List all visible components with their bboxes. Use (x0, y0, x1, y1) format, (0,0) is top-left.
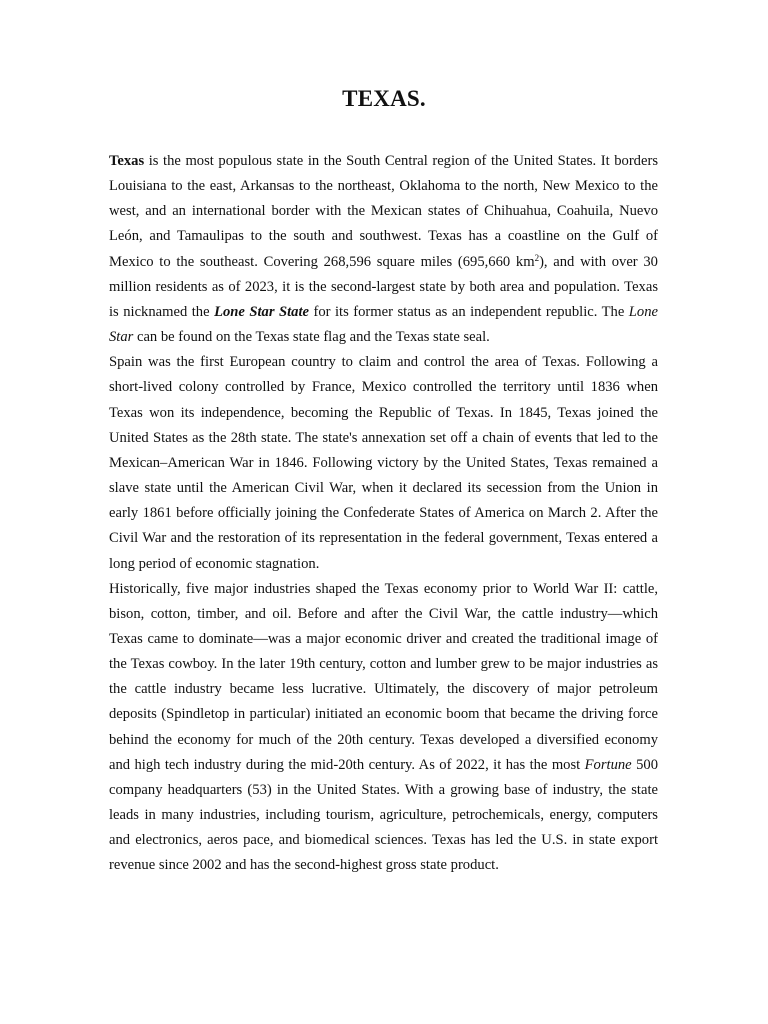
paragraph-history: Spain was the first European country to claim and control the area of Texas. Following a short-lived colony controlled by France, Mexico controlled the territory until 1836 when Texas won its independence, becoming the Republic of Texas. In 1845, Texas joined the United States as the 28th state. The state's annexation set off a chain of events that led to the Mexican–American War in 1846. Following victory by the United States, Texas remained a slave state until the American Civil War, when it declared its secession from the Union in early 1861 before officially joining the Confederate States of America on March 2. After the Civil War and the restoration of its representation in the federal government, Texas entered a long period of economic stagnation. (109, 354, 658, 572)
paragraph-intro (109, 149, 658, 350)
lone-star-emphasis: Lone Star (109, 303, 658, 346)
paragraph-text: Historically, five major industries shaped the Texas economy prior to World War II: cattle, bison, cotton, timber, and oil. Before and after the Civil War, the cattle industry—which Texas came to dominate—was a major economic driver and created the traditional image of the Texas cowboy. In the later 19th century, cotton and lumber grew to be major industries as the cattle industry became less lucrative. Ultimately, the discovery of major petroleum deposits (Spindletop in particular) initiated an economic boom that became the driving force behind the economy for much of the 20th century. Texas developed a diversified economy and high tech industry during the mid-20th century. As of 2022, it has the most (109, 580, 658, 773)
page-title: TEXAS. (342, 86, 426, 111)
nickname-emphasis: Lone Star State (214, 303, 309, 320)
paragraph-text: can be found on the Texas state flag and the Texas state seal. (133, 329, 490, 346)
document-body (109, 149, 658, 879)
superscript: 2 (534, 252, 540, 263)
paragraph-text: 500 company headquarters (53) in the United States. With a growing base of industry, the state leads in many industries, including tourism, agriculture, petrochemicals, energy, computers and electronics, aeros pace, and biomedical sciences. Texas has led the U.S. in state export revenue since 2002 and has the second-highest gross state product. (109, 756, 658, 874)
fortune-emphasis: Fortune (584, 756, 632, 773)
lead-term: Texas (109, 153, 145, 169)
paragraph-text: is the most populous state in the South Central region of the United States. It borders Louisiana to the east, Arkansas to the northeast, Oklahoma to the north, New Mexico to the west, and an international border with the Mexican states of Chihuahua, Coahuila, Nuevo León, and Tamaulipas to the south and southwest. Texas has a coastline on the Gulf of Mexico to the southeast. Covering 268,596 square miles (695,660 km (109, 153, 658, 270)
paragraph-text: ), and with over 30 million residents as of 2023, it is the second-largest state by both area and population. Texas is nicknamed the (109, 253, 658, 320)
paragraph-text: for its former status as an independent republic. The (309, 303, 629, 320)
paragraph-economy (109, 577, 658, 879)
